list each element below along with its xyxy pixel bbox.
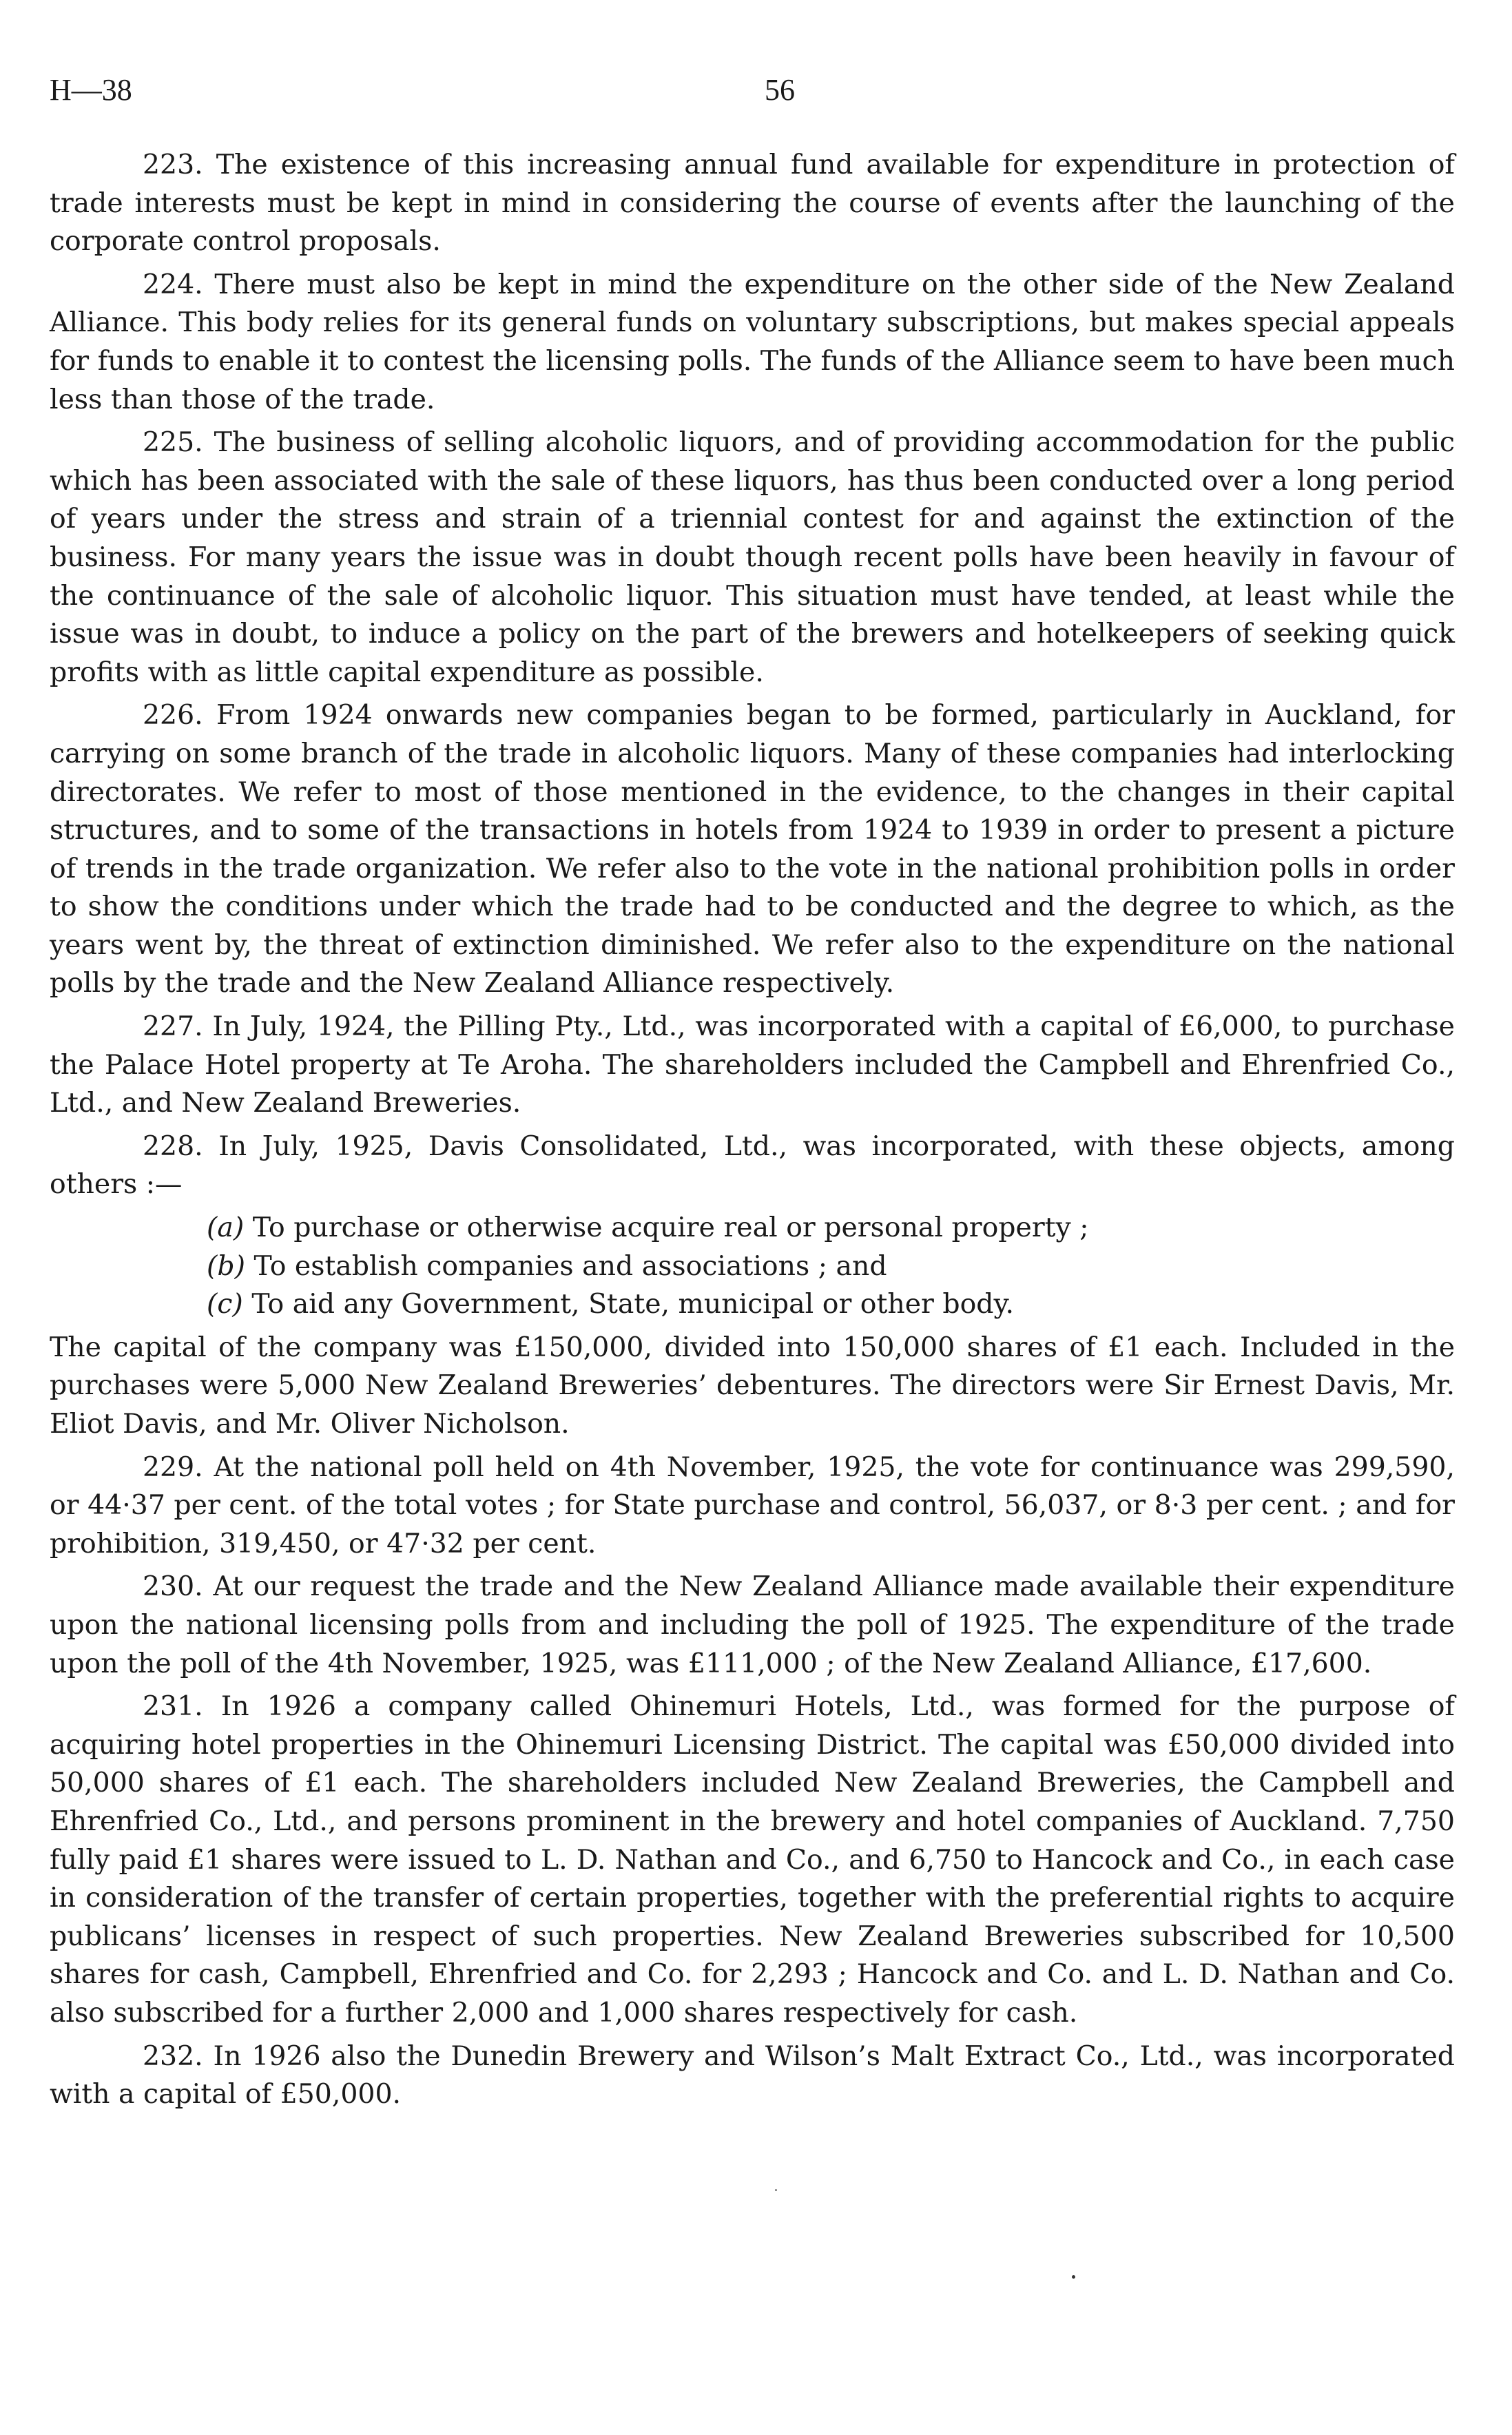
paragraph-text: At the national poll held on 4th November, 1925, the vote for continuance was 299,590, or 44·37 per cent. of the total votes ; for State purchase and control, 56,037, or 8·3 per cent. ; and for prohibition, 319,450, or 47·32 per cent. <box>50 1451 1455 1560</box>
paragraph-number: 228. <box>143 1130 203 1162</box>
list-item <box>207 1209 1455 1247</box>
paragraph-number: 225. <box>143 426 203 459</box>
paragraph-228-continuation: The capital of the company was £150,000, divided into 150,000 shares of £1 each. Included in the purchases were 5,000 New Zealand Breweries’ debentures. The directors were Sir Ernest Davis, Mr. Eliot Davis, and Mr. Oliver Nicholson. <box>50 1331 1455 1440</box>
paragraph-text: The existence of this increasing annual fund available for expenditure in protection of trade interests must be kept in mind in considering the course of events after the launching of the corporate control proposals. <box>50 149 1455 258</box>
paragraph-number: 226. <box>143 699 203 732</box>
document-reference: H—38 <box>50 73 132 107</box>
list-item <box>207 1247 1455 1286</box>
paragraph-227 <box>50 1008 1455 1123</box>
list-marker: (b) <box>207 1250 245 1282</box>
objects-list <box>50 1209 1455 1324</box>
paragraph-text: At our request the trade and the New Zealand Alliance made available their expenditure upon the national licensing polls from and including the poll of 1925. The expenditure of the trade upon the poll of the 4th November, 1925, was £111,000 ; of the New Zealand Alliance, £17,600. <box>50 1571 1455 1679</box>
paragraph-number: 227. <box>143 1011 203 1043</box>
paragraph-224 <box>50 266 1455 419</box>
scan-speck <box>775 2189 777 2191</box>
paragraph-number: 229. <box>143 1451 203 1483</box>
paragraph-232 <box>50 2038 1455 2114</box>
paragraph-number: 223. <box>143 149 203 180</box>
list-item <box>207 1285 1455 1324</box>
paragraph-text: In July, 1924, the Pilling Pty., Ltd., was incorporated with a capital of £6,000, to purchase the Palace Hotel property at Te Aroha. The shareholders included the Campbell and Ehrenfried Co., Ltd., and New Zealand Breweries. <box>50 1011 1455 1119</box>
paragraph-number: 231. <box>143 1690 203 1723</box>
scan-speck <box>1072 2275 1075 2279</box>
list-item-text: To purchase or otherwise acquire real or personal property ; <box>252 1212 1089 1244</box>
paragraph-231 <box>50 1688 1455 2032</box>
paragraph-text: There must also be kept in mind the expenditure on the other side of the New Zealand Alliance. This body relies for its general funds on voluntary subscriptions, but makes special appeals for funds to enable it to contest the licensing polls. The funds of the Alliance seem to have been much less than those of the trade. <box>50 268 1455 415</box>
paragraph-number: 232. <box>143 2040 203 2072</box>
list-marker: (c) <box>207 1288 243 1320</box>
list-item-text: To establish companies and associations ; and <box>253 1250 887 1282</box>
paragraph-text: From 1924 onwards new companies began to be formed, particularly in Auckland, for carrying on some branch of the trade in alcoholic liquors. Many of these companies had interlocking directorates. We refer to most of those mentioned in the evidence, to the changes in their capital structures, and to some of the transactions in hotels from 1924 to 1939 in order to present a picture of trends in the trade organization. We refer also to the vote in the national prohibition polls in order to show the conditions under which the trade had to be conducted and the degree to which, as the years went by, the threat of extinction diminished. We refer also to the expenditure on the national polls by the trade and the New Zealand Alliance respectively. <box>50 699 1455 999</box>
paragraph-number: 224. <box>143 268 203 300</box>
document-body <box>50 146 1455 2119</box>
list-marker: (a) <box>207 1212 245 1244</box>
paragraph-text: In July, 1925, Davis Consolidated, Ltd., was incorporated, with these objects, among others :— <box>50 1130 1455 1201</box>
paragraph-228 <box>50 1128 1455 1204</box>
page-number: 56 <box>765 73 795 107</box>
list-item-text: To aid any Government, State, municipal or other body. <box>251 1288 1015 1320</box>
paragraph-223 <box>50 146 1455 261</box>
paragraph-text: In 1926 also the Dunedin Brewery and Wilson’s Malt Extract Co., Ltd., was incorporated with a capital of £50,000. <box>50 2040 1455 2111</box>
paragraph-number: 230. <box>143 1571 203 1603</box>
paragraph-229 <box>50 1449 1455 1564</box>
paragraph-text: In 1926 a company called Ohinemuri Hotels, Ltd., was formed for the purpose of acquiring hotel properties in the Ohinemuri Licensing District. The capital was £50,000 divided into 50,000 shares of £1 each. The shareholders included New Zealand Breweries, the Campbell and Ehrenfried Co., Ltd., and persons prominent in the brewery and hotel companies of Auckland. 7,750 fully paid £1 shares were issued to L. D. Nathan and Co., and 6,750 to Hancock and Co., in each case in consideration of the transfer of certain properties, together with the preferential rights to acquire publicans’ licenses in respect of such properties. New Zealand Breweries subscribed for 10,500 shares for cash, Campbell, Ehrenfried and Co. for 2,293 ; Hancock and Co. and L. D. Nathan and Co. also subscribed for a further 2,000 and 1,000 shares respectively for cash. <box>50 1690 1456 2029</box>
paragraph-225 <box>50 424 1455 692</box>
paragraph-230 <box>50 1568 1455 1683</box>
page-header <box>50 66 1455 114</box>
paragraph-226 <box>50 696 1455 1003</box>
paragraph-text: The business of selling alcoholic liquors, and of providing accommodation for the public which has been associated with the sale of these liquors, has thus been conducted over a long period of years under the stress and strain of a triennial contest for and against the extinction of the business. For many years the issue was in doubt though recent polls have been heavily in favour of the continuance of the sale of alcoholic liquor. This situation must have tended, at least while the issue was in doubt, to induce a policy on the part of the brewers and hotelkeepers of seeking quick profits with as little capital expenditure as possible. <box>50 426 1455 688</box>
